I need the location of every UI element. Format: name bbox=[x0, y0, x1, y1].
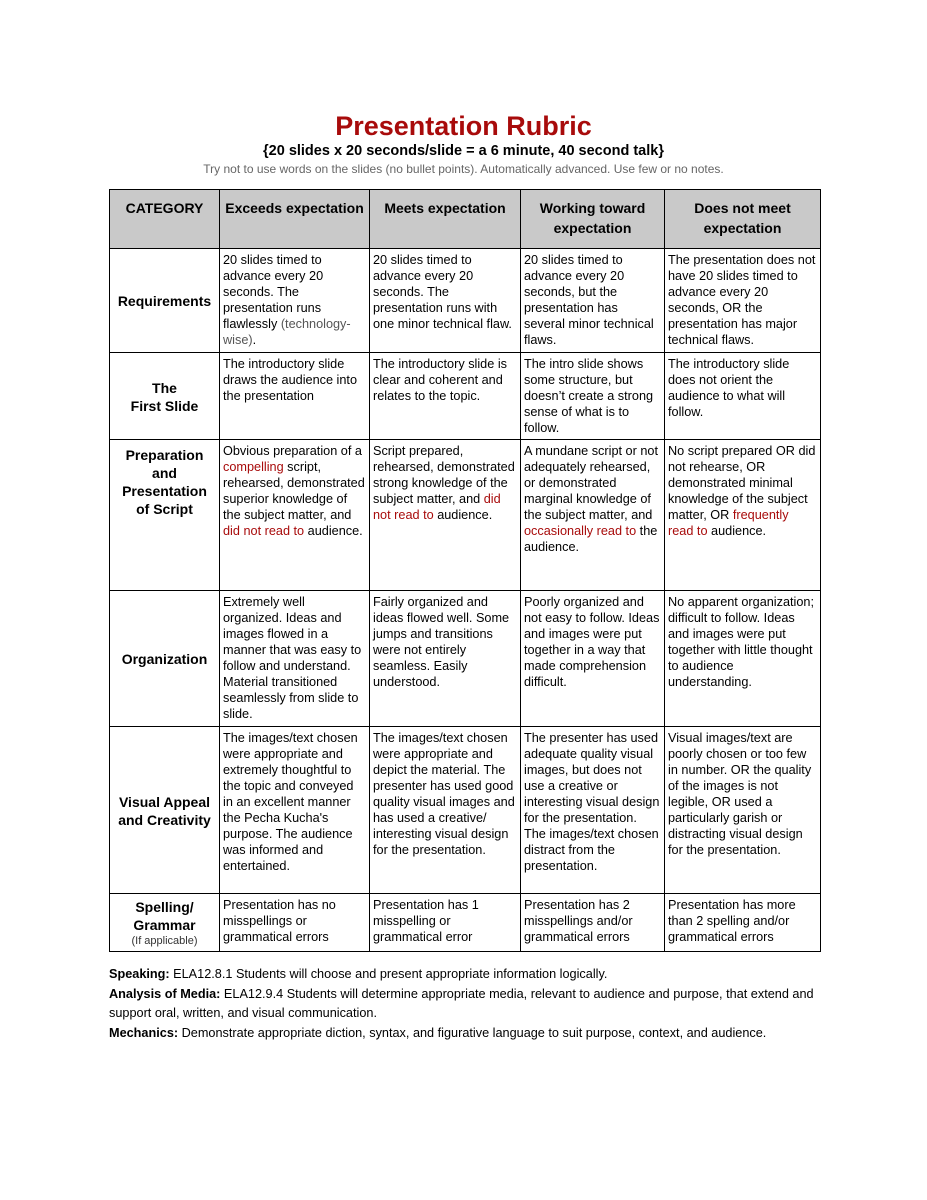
cell-visual-exceeds: The images/text chosen were appropriate and extremely thoughtful to the topic and conveyed in an excellent manner the Pecha Kucha's purpose. The audience was informed and entertained. bbox=[220, 727, 370, 894]
cell-text: audience. bbox=[707, 524, 767, 538]
cell-visual-working: The presenter has used adequate quality visual images, but does not use a creative or interesting visual design for the presentation. The images/text chosen distract from the presentation. bbox=[521, 727, 665, 894]
cell-first-slide-not-meet: The introductory slide does not orient the audience to what will follow. bbox=[665, 353, 821, 440]
standards-footer bbox=[109, 965, 829, 1043]
header-category: CATEGORY bbox=[110, 190, 220, 249]
table-row bbox=[110, 353, 821, 440]
cell-visual-not-meet: Visual images/text are poorly chosen or too few in number. OR the quality of the images is not legible, OR used a particularly garish or distracting visual design for the presentation. bbox=[665, 727, 821, 894]
category-line: Presentation bbox=[122, 483, 207, 499]
category-organization: Organization bbox=[110, 591, 220, 727]
cell-text: No script prepared OR did not rehearse, OR demonstrated minimal knowledge of the subject matter, OR bbox=[668, 444, 816, 522]
category-line: of Script bbox=[136, 501, 193, 517]
table-row bbox=[110, 591, 821, 727]
highlight-text: compelling bbox=[223, 460, 284, 474]
cell-text-aside: (technology-wise) bbox=[223, 317, 351, 347]
media-standard bbox=[109, 985, 829, 1024]
cell-text: 20 slides timed to advance every 20 seconds. The presentation runs flawlessly bbox=[223, 253, 324, 331]
mechanics-label: Mechanics: bbox=[109, 1025, 179, 1040]
table-row bbox=[110, 249, 821, 353]
table-row bbox=[110, 894, 821, 952]
cell-requirements-working: 20 slides timed to advance every 20 seconds, but the presentation has several minor technical flaws. bbox=[521, 249, 665, 353]
cell-organization-not-meet: No apparent organization; difficult to follow. Ideas and images were put together with little thought to audience understanding. bbox=[665, 591, 821, 727]
page-subtitle: {20 slides x 20 seconds/slide = a 6 minute, 40 second talk} bbox=[263, 143, 664, 159]
cell-organization-working: Poorly organized and not easy to follow. Ideas and images were put together in a way that made comprehension difficult. bbox=[521, 591, 665, 727]
category-visual-appeal bbox=[110, 727, 220, 894]
header-does-not-meet: Does not meet expectation bbox=[665, 190, 821, 249]
cell-first-slide-exceeds: The introductory slide draws the audience into the presentation bbox=[220, 353, 370, 440]
category-line: Grammar bbox=[133, 917, 196, 933]
cell-requirements-exceeds bbox=[220, 249, 370, 353]
cell-text: . bbox=[252, 333, 257, 347]
cell-first-slide-meets: The introductory slide is clear and coherent and relates to the topic. bbox=[370, 353, 521, 440]
cell-preparation-exceeds bbox=[220, 440, 370, 591]
category-requirements: Requirements bbox=[110, 249, 220, 353]
cell-text: script, rehearsed, demonstrated superior knowledge of the subject matter, and bbox=[223, 460, 365, 522]
speaking-standard bbox=[109, 965, 829, 985]
cell-spelling-working: Presentation has 2 misspellings and/or grammatical errors bbox=[521, 894, 665, 952]
cell-text: audience. bbox=[433, 508, 493, 522]
cell-organization-exceeds: Extremely well organized. Ideas and images flowed in a manner that was easy to follow and understand. Material transitioned seamlessly from slide to slide. bbox=[220, 591, 370, 727]
cell-preparation-working bbox=[521, 440, 665, 591]
header-working-toward: Working toward expectation bbox=[521, 190, 665, 249]
cell-first-slide-working: The intro slide shows some structure, but doesn’t create a strong sense of what is to follow. bbox=[521, 353, 665, 440]
category-note: (If applicable) bbox=[131, 935, 198, 947]
table-row bbox=[110, 727, 821, 894]
cell-text: A mundane script or not adequately rehearsed, or demonstrated marginal knowledge of the subject matter, and bbox=[524, 444, 658, 522]
category-line: and bbox=[152, 465, 177, 481]
highlight-text: did not read to bbox=[223, 524, 305, 538]
speaking-text: ELA12.8.1 Students will choose and present appropriate information logically. bbox=[169, 967, 608, 981]
cell-requirements-meets: 20 slides timed to advance every 20 seconds. The presentation runs with one minor technical flaw. bbox=[370, 249, 521, 353]
mechanics-standard bbox=[109, 1024, 829, 1044]
category-line: The bbox=[152, 379, 177, 396]
category-line: First Slide bbox=[130, 397, 199, 414]
cell-spelling-meets: Presentation has 1 misspelling or grammatical error bbox=[370, 894, 521, 952]
cell-text: Obvious preparation of a bbox=[223, 444, 362, 458]
category-preparation bbox=[110, 440, 220, 591]
category-line: Preparation bbox=[125, 447, 204, 463]
cell-spelling-not-meet: Presentation has more than 2 spelling and/or grammatical errors bbox=[665, 894, 821, 952]
category-line: Spelling/ bbox=[135, 899, 194, 915]
mechanics-text: Demonstrate appropriate diction, syntax, and figurative language to suit purpose, context, and audience. bbox=[178, 1025, 767, 1040]
header-exceeds: Exceeds expectation bbox=[220, 190, 370, 249]
highlight-text: frequently read to bbox=[668, 508, 789, 538]
media-label: Analysis of Media: bbox=[109, 986, 221, 1001]
cell-visual-meets: The images/text chosen were appropriate and depict the material. The presenter has used good quality visual images and has used a creative/ interesting visual design for the presentation. bbox=[370, 727, 521, 894]
highlight-text: occasionally read to bbox=[524, 524, 637, 538]
speaking-label: Speaking: bbox=[109, 967, 170, 981]
page-title: Presentation Rubric bbox=[335, 111, 592, 141]
cell-text: the audience. bbox=[524, 524, 658, 554]
cell-organization-meets: Fairly organized and ideas flowed well. Some jumps and transitions were not entirely seamless. Easily understood. bbox=[370, 591, 521, 727]
cell-spelling-exceeds: Presentation has no misspellings or grammatical errors bbox=[220, 894, 370, 952]
category-first-slide bbox=[110, 353, 220, 440]
rubric-table bbox=[109, 189, 821, 952]
media-text: ELA12.9.4 Students will determine appropriate media, relevant to audience and purpose, that extend and support oral, written, and visual communication. bbox=[109, 986, 814, 1020]
table-row bbox=[110, 440, 821, 591]
cell-requirements-not-meet: The presentation does not have 20 slides timed to advance every 20 seconds, OR the presentation has major technical flaws. bbox=[665, 249, 821, 353]
instructions-note: Try not to use words on the slides (no bullet points). Automatically advanced. Use few or no notes. bbox=[203, 162, 724, 176]
cell-text: Script prepared, rehearsed, demonstrated strong knowledge of the subject matter, and bbox=[373, 444, 515, 506]
category-line: and Creativity bbox=[118, 811, 211, 828]
header-meets: Meets expectation bbox=[370, 190, 521, 249]
cell-preparation-not-meet bbox=[665, 440, 821, 591]
category-spelling bbox=[110, 894, 220, 952]
table-header-row bbox=[110, 190, 821, 249]
highlight-text: did not read to bbox=[373, 492, 501, 522]
category-line: Visual Appeal bbox=[118, 793, 211, 810]
cell-preparation-meets bbox=[370, 440, 521, 591]
cell-text: audience. bbox=[304, 524, 363, 538]
